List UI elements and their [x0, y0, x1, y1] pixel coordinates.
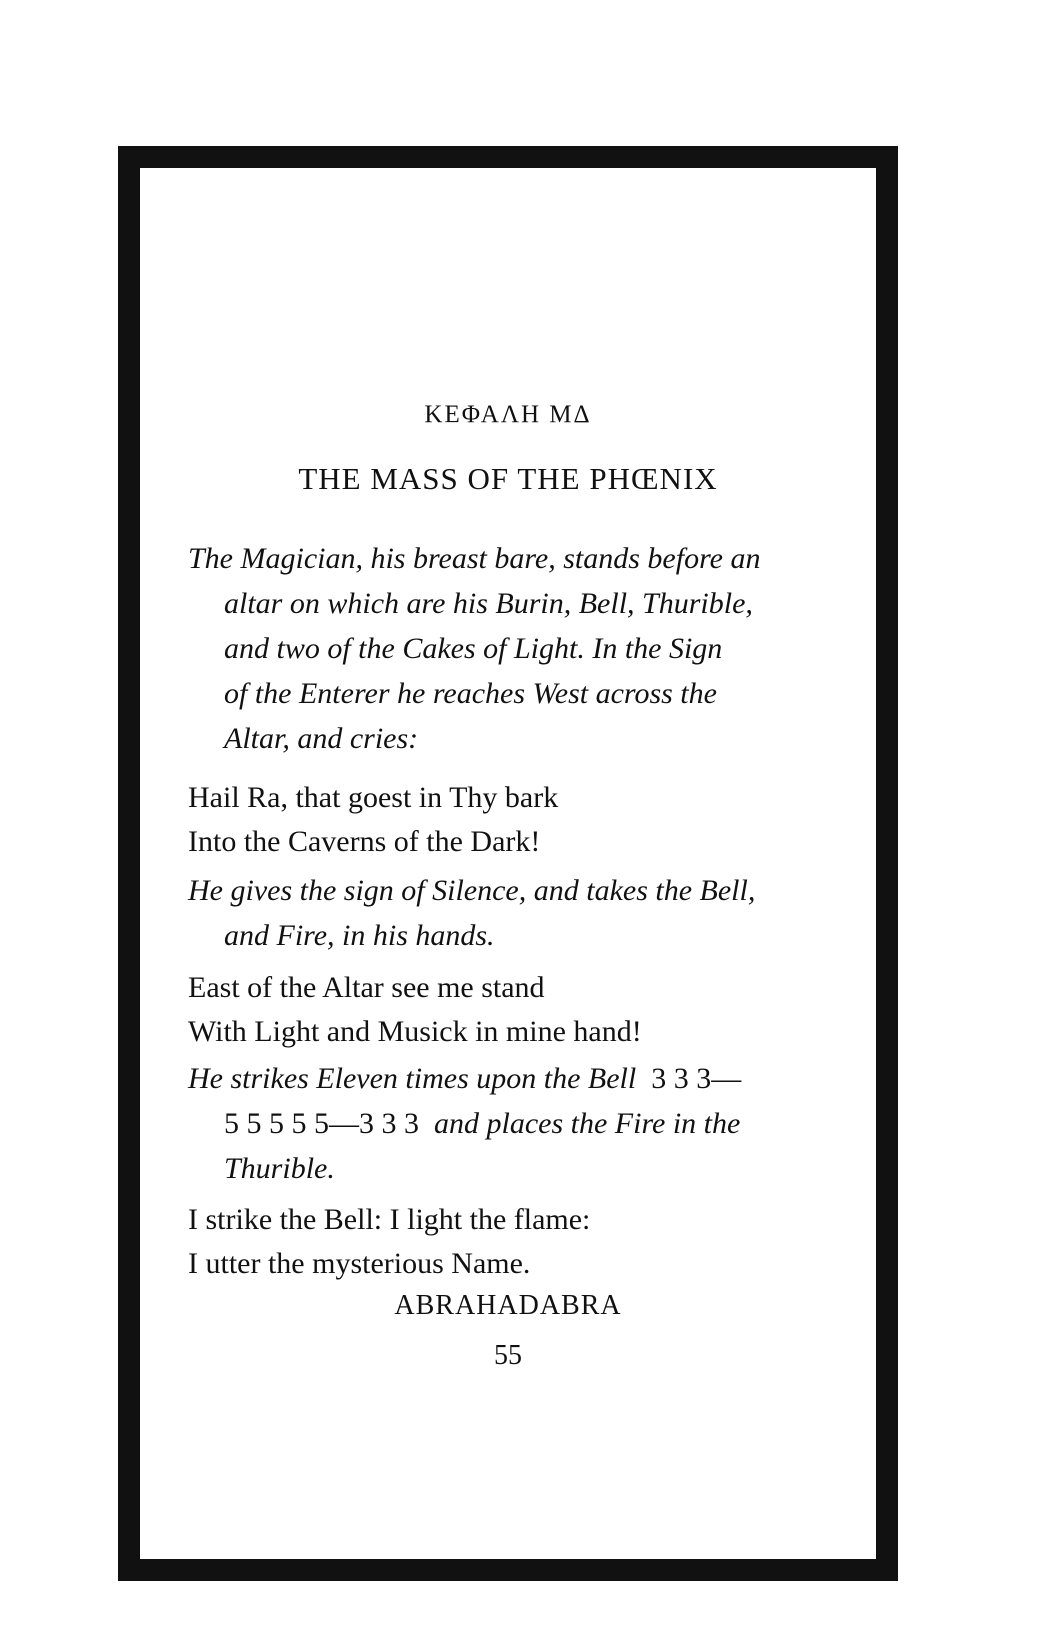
verse-line: Hail Ra, that goest in Thy bark [188, 781, 559, 814]
page-content [140, 168, 876, 1559]
page-border-frame [118, 146, 898, 1581]
rubric-line: altar on which are his Burin, Bell, Thurible, [224, 587, 753, 620]
rubric-line: and two of the Cakes of Light. In the Sign [224, 632, 723, 665]
verse-strike-the-bell [188, 1198, 590, 1286]
verse-line: Into the Caverns of the Dark! [188, 825, 541, 858]
rubric-opening [188, 536, 838, 761]
rubric-text: He strikes Eleven times upon the Bell [188, 1062, 637, 1095]
rubric-line: of the Enterer he reaches West across the [224, 677, 717, 710]
rubric-line: and Fire, in his hands. [224, 919, 495, 952]
rubric-text: and places the Fire in the [434, 1107, 741, 1140]
verse-hail-ra [188, 776, 558, 864]
chapter-title: THE MASS OF THE PHŒNIX [298, 461, 718, 496]
verse-line: East of the Altar see me stand [188, 971, 545, 1004]
word-abrahadabra: ABRAHADABRA [394, 1290, 622, 1321]
verse-line: With Light and Musick in mine hand! [188, 1015, 642, 1048]
rubric-silence [188, 868, 838, 958]
rubric-line [188, 1101, 838, 1146]
knock-numbers: 3 3 3— [651, 1062, 742, 1095]
page-number: 55 [494, 1340, 522, 1371]
rubric-line: Thurible. [224, 1152, 335, 1185]
rubric-strikes-bell [188, 1056, 838, 1191]
verse-line: I utter the mysterious Name. [188, 1247, 531, 1280]
chapter-greek-heading: ΚΕΦΑΛΗ ΜΔ [424, 401, 592, 428]
knock-numbers: 5 5 5 5 5—3 3 3 [224, 1107, 419, 1140]
rubric-line: The Magician, his breast bare, stands before an [188, 542, 761, 575]
verse-line: I strike the Bell: I light the flame: [188, 1203, 591, 1236]
verse-east-of-altar [188, 966, 642, 1054]
rubric-line: He gives the sign of Silence, and takes the Bell, [188, 874, 756, 907]
rubric-line: Altar, and cries: [224, 722, 419, 755]
rubric-line [188, 1056, 838, 1101]
